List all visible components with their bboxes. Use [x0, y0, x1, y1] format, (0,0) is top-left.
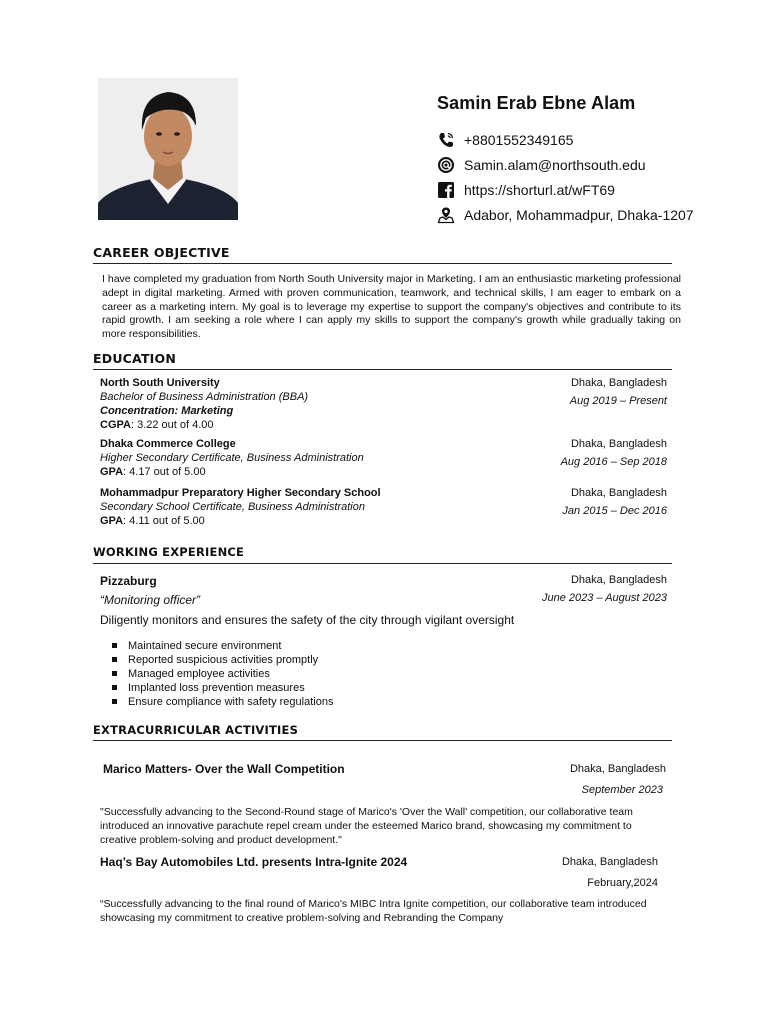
dates: Aug 2019 – Present	[569, 395, 667, 407]
school-name: Mohammadpur Preparatory Higher Secondary School	[100, 487, 381, 499]
work-role: “Monitoring officer”	[100, 593, 201, 607]
activity-description: “Successfully advancing to the final round of Marico's MIBC Intra Ignite competition, our collaborative team introduced showcasing my commitment to creative problem-solving and Rebranding the Company	[100, 898, 647, 924]
school-location: Dhaka, Bangladesh	[570, 438, 667, 450]
school-name: North South University	[100, 377, 220, 389]
dates: Aug 2016 – Sep 2018	[560, 456, 667, 468]
work-location: Dhaka, Bangladesh	[570, 574, 667, 586]
activity-date: February,2024	[587, 877, 658, 889]
school-location: Dhaka, Bangladesh	[570, 377, 667, 389]
list-item: Ensure compliance with safety regulations	[100, 695, 500, 709]
list-item: Reported suspicious activities promptly	[100, 653, 500, 667]
work-dates: June 2023 – August 2023	[542, 592, 667, 604]
section-divider	[93, 369, 672, 370]
section-title-career: CAREER OBJECTIVE	[93, 245, 230, 260]
candidate-name: Samin Erab Ebne Alam	[437, 93, 636, 113]
work-bullets	[100, 639, 500, 709]
contact-phone	[437, 131, 573, 149]
link-text[interactable]: https://shorturl.at/wFT69	[464, 182, 615, 198]
grade-value: : 3.22 out of 4.00	[130, 419, 214, 431]
email-text[interactable]: Samin.alam@northsouth.edu	[464, 157, 646, 173]
grade	[100, 515, 205, 527]
contact-address	[437, 206, 694, 224]
degree: Secondary School Certificate, Business Administration	[100, 501, 365, 513]
phone-text[interactable]: +8801552349165	[464, 132, 574, 148]
section-divider	[93, 740, 672, 741]
phone-icon	[437, 131, 455, 149]
dates: Jan 2015 – Dec 2016	[562, 505, 667, 517]
list-item: Managed employee activities	[100, 667, 500, 681]
grade-value: : 4.17 out of 5.00	[123, 466, 206, 478]
degree: Higher Secondary Certificate, Business Administration	[100, 452, 364, 464]
activity-description: "Successfully advancing to the Second-Round stage of Marico's 'Over the Wall' competition, our collaborative team introduced an innovative parachute repel cream under the esteemed Marico brand, showcasing my commitment to creative problem-solving and product development."	[100, 806, 633, 846]
section-title-work: WORKING EXPERIENCE	[93, 545, 245, 559]
grade-label: GPA	[100, 515, 124, 527]
section-title-extracurricular: EXTRACURRICULAR ACTIVITIES	[93, 723, 299, 737]
profile-photo-graphic	[98, 78, 238, 220]
work-entry	[100, 574, 667, 714]
address-text: Adabor, Mohammadpur, Dhaka-1207	[464, 207, 694, 223]
grade	[100, 419, 214, 431]
list-item: Implanted loss prevention measures	[100, 681, 500, 695]
section-divider	[93, 263, 672, 264]
contact-email	[437, 156, 646, 174]
grade	[100, 466, 206, 478]
work-summary: Diligently monitors and ensures the safety of the city through vigilant oversight	[100, 613, 515, 627]
facebook-icon	[437, 181, 455, 199]
grade-value: : 4.11 out of 5.00	[123, 515, 205, 527]
concentration: Concentration: Marketing	[100, 405, 234, 417]
activity-date: September 2023	[581, 784, 663, 796]
activity-location: Dhaka, Bangladesh	[569, 763, 666, 775]
activity-title: Marico Matters- Over the Wall Competition	[103, 762, 345, 776]
email-icon	[437, 156, 455, 174]
grade-label: GPA	[100, 466, 124, 478]
activity-location: Dhaka, Bangladesh	[561, 856, 658, 868]
section-title-education: EDUCATION	[93, 351, 177, 366]
career-objective-text: I have completed my graduation from North South University major in Marketing. I am an enthusiastic marketing professional adept in digital marketing. Armed with proven communication, teamwork, and technical skills, I am eager to embark on a career as a marketing intern. My goal is to leverage my expertise to support the company's objectives and contribute to its rapid growth. I am seeking a role where I can apply my skills to support the company's growth while gradually taking on more responsibilities.	[102, 273, 681, 341]
activity-title: Haq’s Bay Automobiles Ltd. presents Intra-Ignite 2024	[100, 855, 408, 869]
location-icon	[437, 206, 455, 224]
company-name: Pizzaburg	[100, 574, 157, 588]
contact-link	[437, 181, 615, 199]
school-name: Dhaka Commerce College	[100, 438, 236, 450]
grade-label: CGPA	[100, 419, 131, 431]
school-location: Dhaka, Bangladesh	[570, 487, 667, 499]
degree: Bachelor of Business Administration (BBA)	[100, 391, 309, 403]
list-item: Maintained secure environment	[100, 639, 500, 653]
section-divider	[93, 563, 672, 564]
profile-photo	[98, 78, 238, 220]
